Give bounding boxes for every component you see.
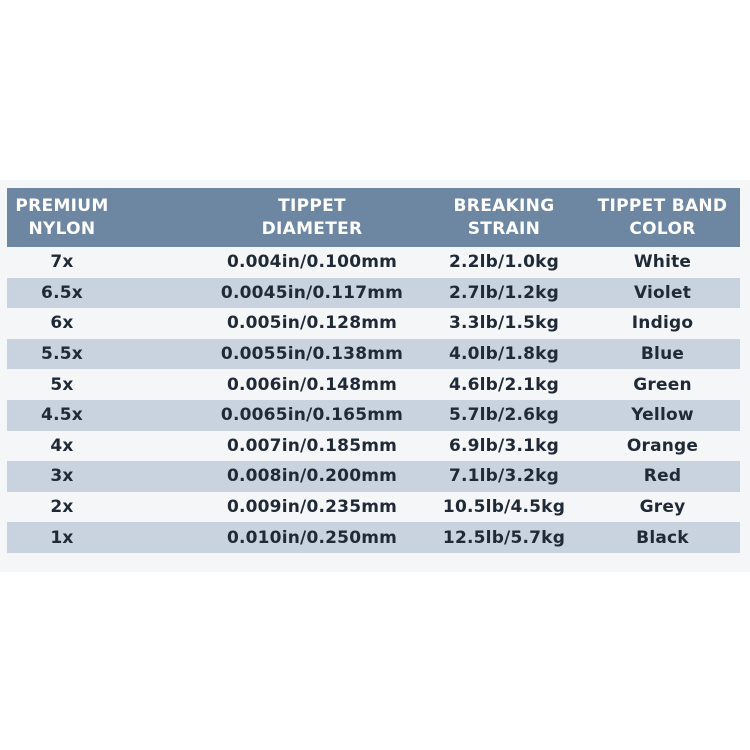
table-body (7, 247, 740, 553)
cell-strain: 6.9lb/3.1kg (448, 435, 560, 456)
table-row (7, 400, 740, 431)
cell-diameter: 0.008in/0.200mm (226, 466, 398, 487)
cell-strain: 3.3lb/1.5kg (448, 313, 560, 334)
cell-band-color: Grey (639, 497, 686, 518)
cell-band-color: Black (636, 527, 689, 548)
cell-size: 3x (50, 466, 74, 487)
cell-size: 4x (50, 435, 74, 456)
cell-band-color: Yellow (631, 405, 694, 426)
cell-diameter: 0.004in/0.100mm (226, 252, 398, 273)
cell-strain: 5.7lb/2.6kg (448, 405, 560, 426)
cell-size: 6x (50, 313, 74, 334)
header-breaking-strain: BREAKING STRAIN (453, 195, 555, 239)
table-header (7, 188, 740, 247)
cell-diameter: 0.010in/0.250mm (226, 527, 398, 548)
header-row (7, 188, 740, 247)
cell-band-color: Indigo (631, 313, 694, 334)
cell-size: 6.5x (41, 282, 83, 303)
cell-strain: 12.5lb/5.7kg (442, 527, 566, 548)
table-row (7, 369, 740, 400)
cell-band-color: Blue (640, 344, 685, 365)
cell-size: 5x (50, 374, 74, 395)
table-row (7, 278, 740, 309)
cell-size: 7x (50, 252, 74, 273)
cell-band-color: Red (643, 466, 682, 487)
header-premium-nylon: PREMIUM NYLON (15, 195, 109, 239)
cell-band-color: Orange (626, 435, 699, 456)
cell-size: 4.5x (41, 405, 83, 426)
cell-diameter: 0.009in/0.235mm (226, 497, 398, 518)
tippet-spec-table (7, 188, 740, 553)
cell-band-color: White (633, 252, 692, 273)
table-row (7, 522, 740, 553)
cell-strain: 10.5lb/4.5kg (442, 497, 566, 518)
cell-strain: 2.7lb/1.2kg (448, 282, 560, 303)
table-row (7, 247, 740, 278)
cell-strain: 4.6lb/2.1kg (448, 374, 560, 395)
cell-diameter: 0.006in/0.148mm (226, 374, 398, 395)
cell-band-color: Violet (633, 282, 692, 303)
cell-strain: 4.0lb/1.8kg (448, 344, 560, 365)
table-row (7, 431, 740, 462)
table-row (7, 339, 740, 370)
cell-strain: 2.2lb/1.0kg (448, 252, 560, 273)
cell-diameter: 0.007in/0.185mm (226, 435, 398, 456)
cell-strain: 7.1lb/3.2kg (448, 466, 560, 487)
cell-size: 5.5x (41, 344, 83, 365)
cell-size: 2x (50, 497, 74, 518)
header-tippet-diameter: TIPPET DIAMETER (261, 195, 363, 239)
cell-diameter: 0.0065in/0.165mm (220, 405, 404, 426)
cell-size: 1x (50, 527, 74, 548)
cell-diameter: 0.005in/0.128mm (226, 313, 398, 334)
table-row (7, 308, 740, 339)
table-row (7, 461, 740, 492)
cell-band-color: Green (633, 374, 692, 395)
cell-diameter: 0.0055in/0.138mm (220, 344, 404, 365)
header-tippet-band-color: TIPPET BAND COLOR (597, 195, 728, 239)
table-row (7, 492, 740, 523)
cell-diameter: 0.0045in/0.117mm (220, 282, 404, 303)
